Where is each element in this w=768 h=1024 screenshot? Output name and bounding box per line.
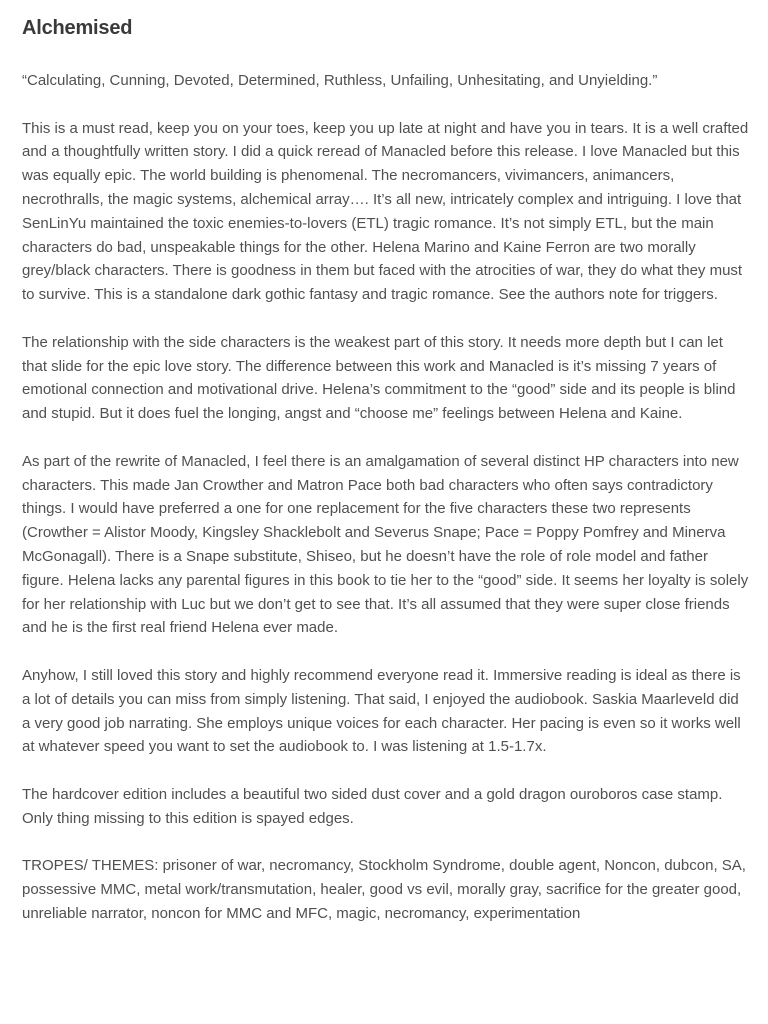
review-paragraph-intro: This is a must read, keep you on your toes, keep you up late at night and have you in tears. It is a well crafted and a thoughtfully written story. I did a quick reread of Manacled before this release. I love Manacled but this was equally epic. The world building is phenomenal. The necromancers, vivimancers, animancers, necrothralls, the magic systems, alchemical array…. It’s all new, intricately complex and intriguing. I love that SenLinYu maintained the toxic enemies-to-lovers (ETL) tragic romance. It’s not simply ETL, but the main characters do bad, unspeakable things for the other. Helena Marino and Kaine Ferron are two morally grey/black characters. There is goodness in them but faced with the atrocities of war, they do what they must to survive. This is a standalone dark gothic fantasy and tragic romance. See the authors note for triggers. [22,119,749,304]
review-paragraph-audiobook: Anyhow, I still loved this story and highly recommend everyone read it. Immersive reading is ideal as there is a lot of details you can miss from simply listening. That said, I enjoyed the audiobook. Saskia Maarleveld did a very good job narrating. She employs unique voices for each character. Her pacing is even so it works well at whatever speed you want to set the audiobook to. I was listening at 1.5-1.7x. [22,666,741,756]
review-page [22,0,750,926]
review-paragraph-tropes: TROPES/ THEMES: prisoner of war, necromancy, Stockholm Syndrome, double agent, Noncon, dubcon, SA, possessive MMC, metal work/transmutation, healer, good vs evil, morally gray, sacrifice for the greater good, unreliable narrator, noncon for MMC and MFC, magic, necromancy, experimentation [22,857,746,922]
review-paragraph-side-characters: The relationship with the side characters is the weakest part of this story. It needs more depth but I can let that slide for the epic love story. The difference between this work and Manacled is it’s missing 7 years of emotional connection and motivational drive. Helena’s commitment to the “good” side and its people is blind and stupid. But it does fuel the longing, angst and “choose me” feelings between Helena and Kaine. [22,333,736,423]
review-paragraph-hardcover: The hardcover edition includes a beautiful two sided dust cover and a gold dragon ouroboros case stamp. Only thing missing to this edition is spayed edges. [22,785,723,827]
quote-paragraph: “Calculating, Cunning, Devoted, Determined, Ruthless, Unfailing, Unhesitating, and Unyielding.” [22,72,658,89]
review-paragraph-rewrite: As part of the rewrite of Manacled, I feel there is an amalgamation of several distinct HP characters into new characters. This made Jan Crowther and Matron Pace both bad characters who often says contradictory things. I would have preferred a one for one replacement for the five characters these two represents (Crowther = Alistor Moody, Kingsley Shacklebolt and Severus Snape; Pace = Poppy Pomfrey and Minerva McGonagall). There is a Snape substitute, Shiseo, but he doesn’t have the role of role model and father figure. Helena lacks any parental figures in this book to tie her to the “good” side. It seems her loyalty is solely for her relationship with Luc but we don’t get to see that. It’s all assumed that they were super close friends and he is the first real friend Helena ever made. [22,452,749,637]
page-title: Alchemised [22,17,133,39]
